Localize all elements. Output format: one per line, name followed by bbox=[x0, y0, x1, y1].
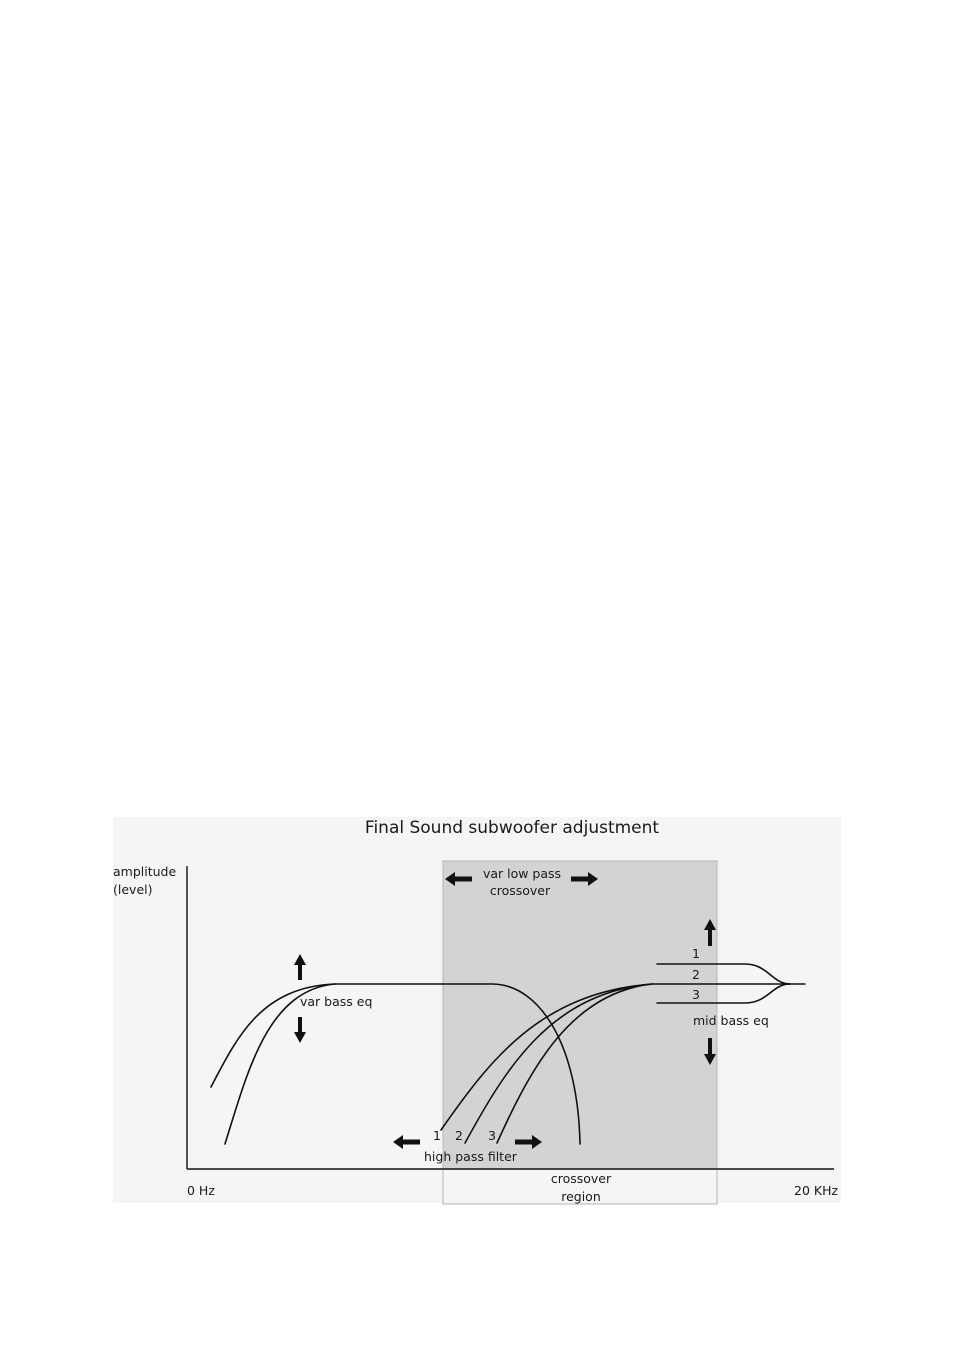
x-axis-max-label: 20 KHz bbox=[794, 1183, 839, 1198]
y-axis-label: amplitude bbox=[113, 864, 177, 879]
diagram-title: Final Sound subwoofer adjustment bbox=[364, 818, 660, 838]
mid-bass-level-2: 2 bbox=[692, 967, 700, 982]
high-pass-curve-3-number: 3 bbox=[488, 1128, 496, 1143]
x-axis-min-label: 0 Hz bbox=[187, 1183, 215, 1198]
y-axis-label-unit: (level) bbox=[113, 882, 153, 897]
high-pass-curve-1-number: 1 bbox=[433, 1128, 441, 1143]
crossover-label: var low pass bbox=[482, 866, 562, 881]
crossover-region-label: crossover bbox=[550, 1171, 612, 1186]
crossover-region-label-line2: region bbox=[561, 1189, 601, 1204]
bass-eq-label: var bass eq bbox=[300, 994, 373, 1009]
mid-bass-level-3: 3 bbox=[692, 987, 700, 1002]
crossover-label-line2: crossover bbox=[489, 883, 551, 898]
high-pass-curve-2-number: 2 bbox=[455, 1128, 463, 1143]
mid-bass-label: mid bass eq bbox=[693, 1013, 769, 1028]
mid-bass-level-1: 1 bbox=[692, 946, 700, 961]
high-pass-label: high pass filter bbox=[424, 1149, 517, 1164]
